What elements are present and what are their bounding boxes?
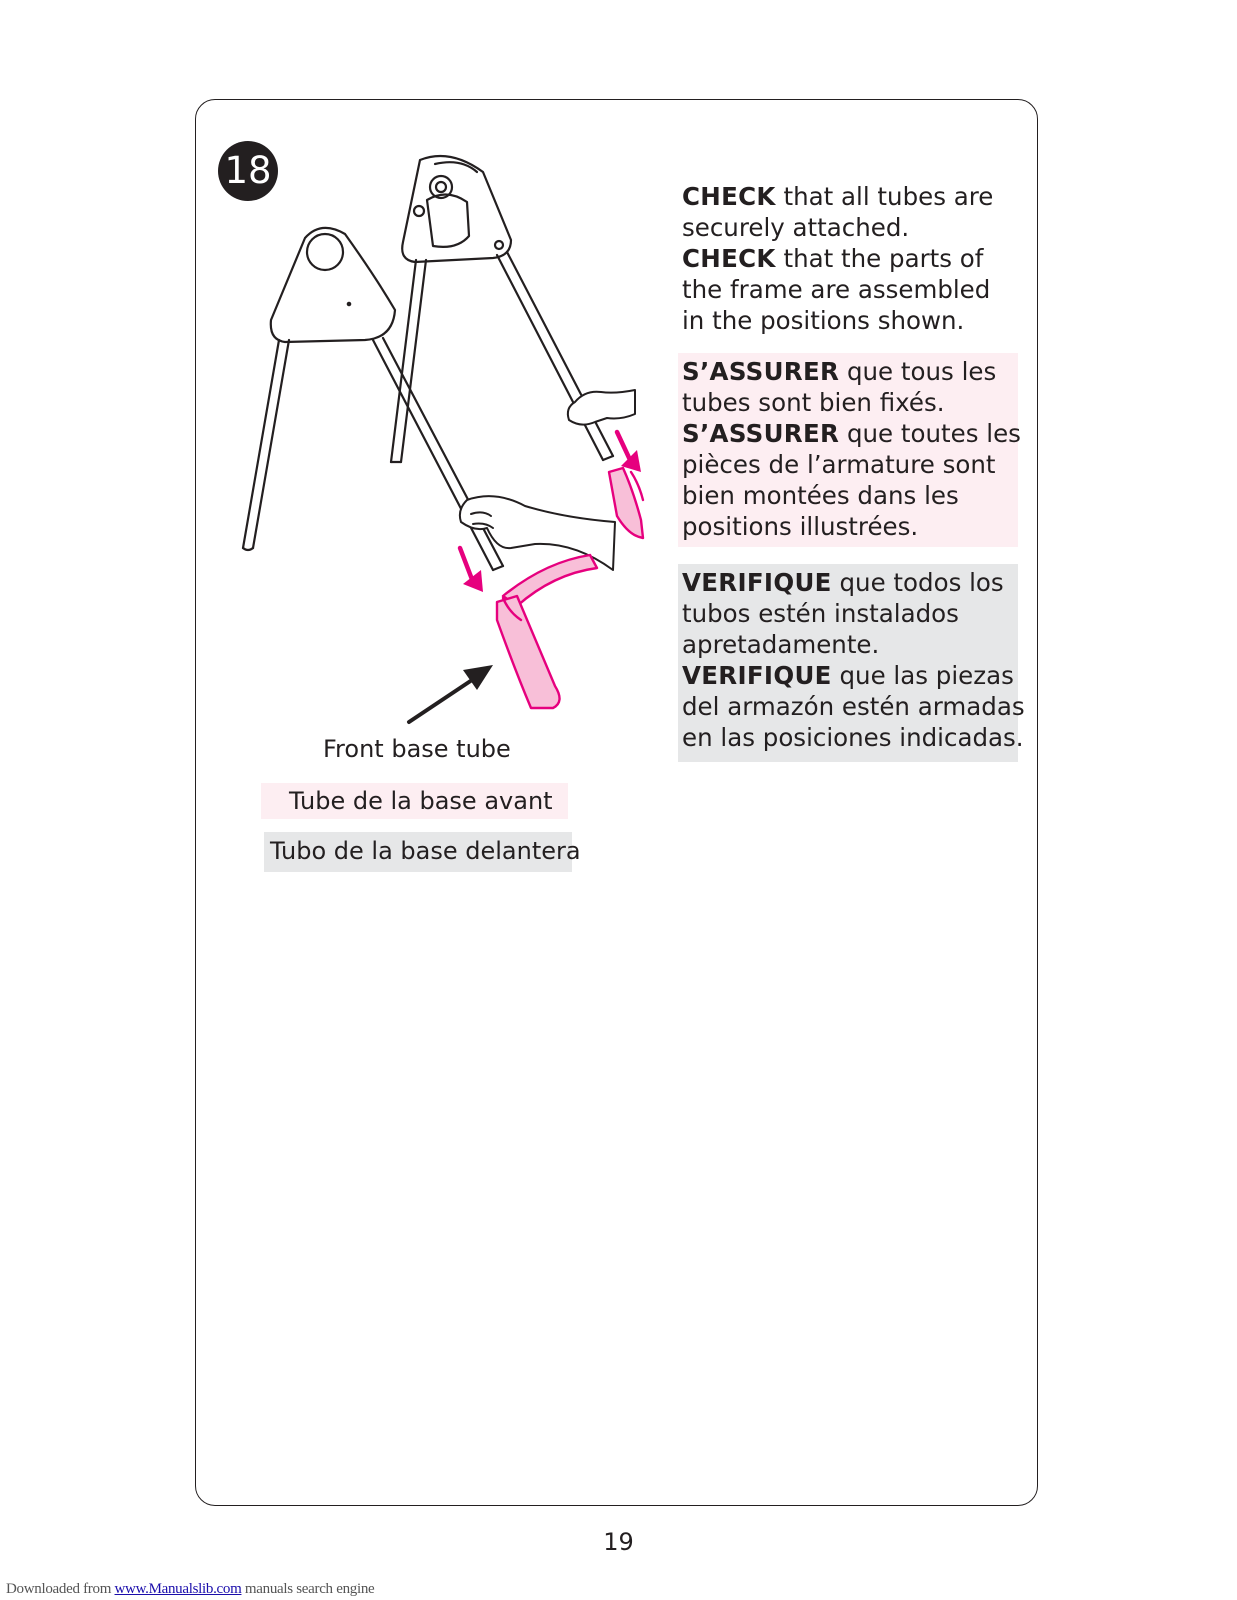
rear-frame-housing-icon [402, 156, 511, 262]
instruction-line: CHECK that the parts of [682, 244, 984, 273]
instructions-spanish [678, 564, 1025, 762]
front-base-tube [497, 555, 597, 708]
instruction-line: VERIFIQUE que las piezas [682, 661, 1014, 690]
instruction-line: CHECK that all tubes are [682, 182, 994, 211]
down-arrow-icon [617, 432, 641, 472]
rear-right-leg-tube [497, 252, 613, 460]
part-label-english: Front base tube [323, 735, 511, 763]
instructions-english [678, 181, 1018, 336]
step-number-badge: 18 [218, 141, 278, 201]
assembly-illustration [235, 150, 665, 730]
page-number: 19 [603, 1528, 634, 1556]
instruction-line: tubos estén instalados [682, 599, 959, 628]
front-left-leg-tube [243, 340, 289, 550]
instruction-line: the frame are assembled [682, 275, 991, 304]
part-label-spanish: Tubo de la base delantera [264, 832, 572, 872]
instruction-line: VERIFIQUE que todos los [682, 568, 1004, 597]
manualslib-link[interactable]: www.Manualslib.com [114, 1581, 242, 1597]
pointer-arrow-icon [409, 665, 493, 722]
down-arrow-icon [460, 548, 483, 592]
instruction-line: bien montées dans les [682, 481, 959, 510]
instruction-line: positions illustrées. [682, 512, 919, 541]
instruction-line: en las posiciones indicadas. [682, 723, 1024, 752]
front-frame-shell-icon [271, 228, 395, 342]
hand-icon [568, 390, 635, 425]
instruction-line: tubes sont bien fixés. [682, 388, 945, 417]
instruction-line: pièces de l’armature sont [682, 450, 996, 479]
instruction-line: S’ASSURER que toutes les [682, 419, 1021, 448]
instruction-line: apretadamente. [682, 630, 880, 659]
instruction-line: del armazón estén armadas [682, 692, 1025, 721]
download-footer: Downloaded from www.Manualslib.com manuals search engine [6, 1581, 375, 1597]
part-label-french: Tube de la base avant [261, 783, 568, 819]
instruction-line: securely attached. [682, 213, 910, 242]
instruction-line: in the positions shown. [682, 306, 965, 335]
instructions-french [678, 353, 1021, 547]
instruction-line: S’ASSURER que tous les [682, 357, 997, 386]
